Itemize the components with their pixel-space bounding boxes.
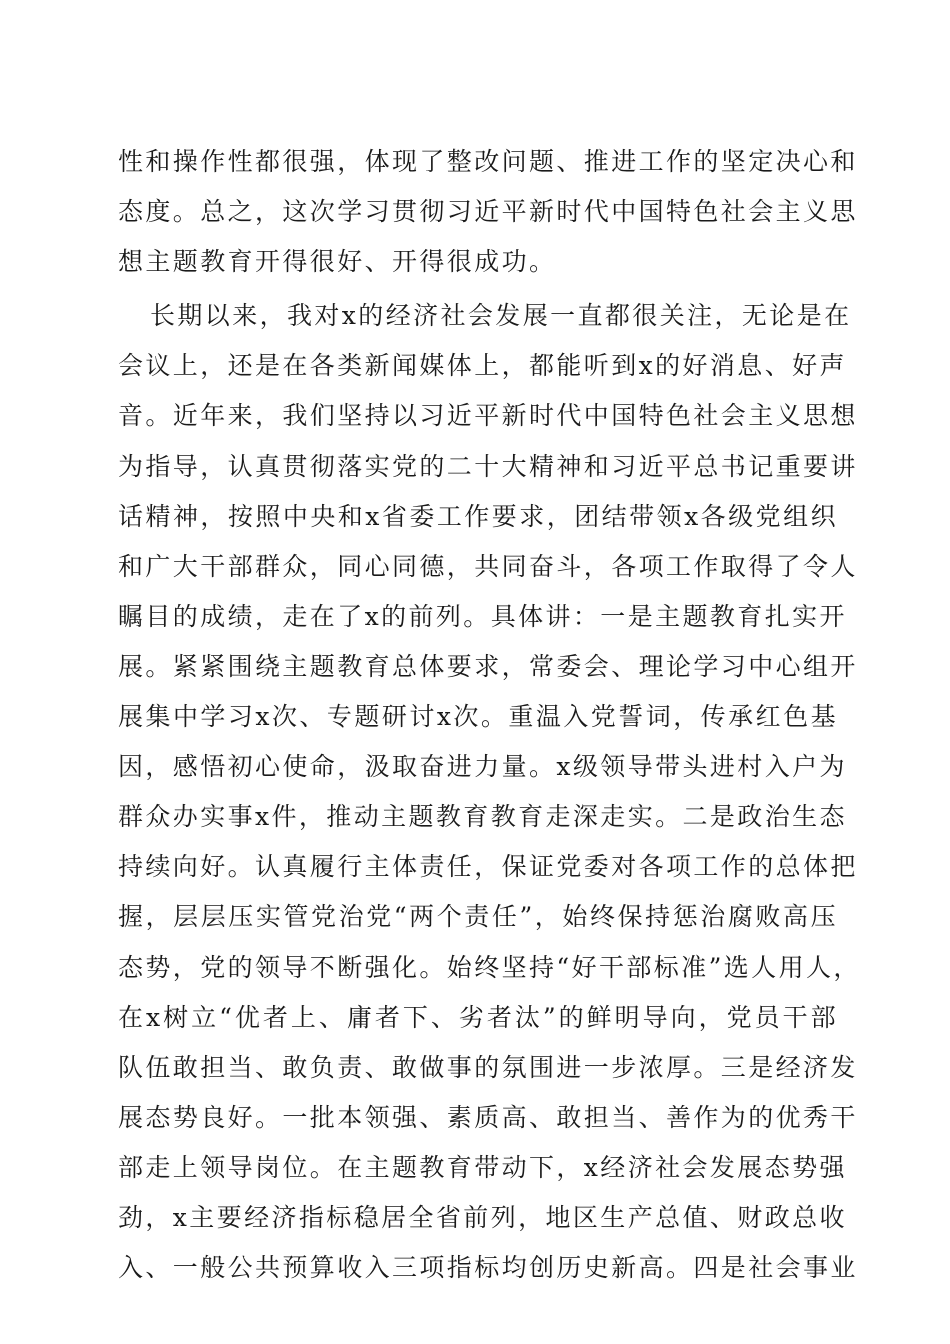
text-line: 展集中学习x次、专题研讨x次。重温入党誓词，传承红色基 — [118, 702, 838, 732]
text-line: 劲，x主要经济指标稳居全省前列，地区生产总值、财政总收 — [118, 1202, 847, 1232]
text-line: 因，感悟初心使命，汲取奋进力量。x级领导带头进村入户为 — [118, 752, 847, 782]
text-line: 在x树立“优者上、庸者下、劣者汰”的鲜明导向，党员干部 — [118, 1002, 838, 1032]
text-line: 入、一般公共预算收入三项指标均创历史新高。四是社会事业 — [118, 1253, 858, 1283]
text-line: 会议上，还是在各类新闻媒体上，都能听到x的好消息、好声 — [118, 351, 847, 381]
text-line: 队伍敢担当、敢负责、敢做事的氛围进一步浓厚。三是经济发 — [118, 1052, 858, 1082]
text-line: 和广大干部群众，同心同德，共同奋斗，各项工作取得了令人 — [118, 551, 858, 581]
text-line: 展。紧紧围绕主题教育总体要求，常委会、理论学习中心组开 — [118, 651, 858, 681]
text-line: 群众办实事x件，推动主题教育教育走深走实。二是政治生态 — [118, 802, 847, 832]
text-line: 持续向好。认真履行主体责任，保证党委对各项工作的总体把 — [118, 852, 858, 882]
text-line: 性和操作性都很强，体现了整改问题、推进工作的坚定决心和 — [118, 147, 858, 176]
paragraph-2 — [118, 291, 861, 1293]
text-line: 长期以来，我对x的经济社会发展一直都很关注，无论是在 — [150, 301, 852, 331]
text-line: 态势，党的领导不断强化。始终坚持“好干部标准”选人用人， — [118, 952, 861, 982]
text-line: 想主题教育开得很好、开得很成功。 — [118, 247, 557, 277]
text-line: 部走上领导岗位。在主题教育带动下，x经济社会发展态势强 — [118, 1152, 847, 1182]
paragraph-1 — [118, 137, 858, 287]
text-line: 为指导，认真贯彻落实党的二十大精神和习近平总书记重要讲 — [118, 451, 858, 481]
text-line: 展态势良好。一批本领强、素质高、敢担当、善作为的优秀干 — [118, 1102, 858, 1132]
document-body — [118, 137, 861, 1293]
text-line: 握，层层压实管党治党“两个责任”，始终保持惩治腐败高压 — [118, 902, 838, 932]
text-line: 瞩目的成绩，走在了x的前列。具体讲：一是主题教育扎实开 — [118, 601, 847, 631]
text-line: 态度。总之，这次学习贯彻习近平新时代中国特色社会主义思 — [118, 197, 858, 227]
text-line: 话精神，按照中央和x省委工作要求，团结带领x各级党组织 — [118, 501, 838, 531]
text-line: 音。近年来，我们坚持以习近平新时代中国特色社会主义思想 — [118, 401, 858, 431]
